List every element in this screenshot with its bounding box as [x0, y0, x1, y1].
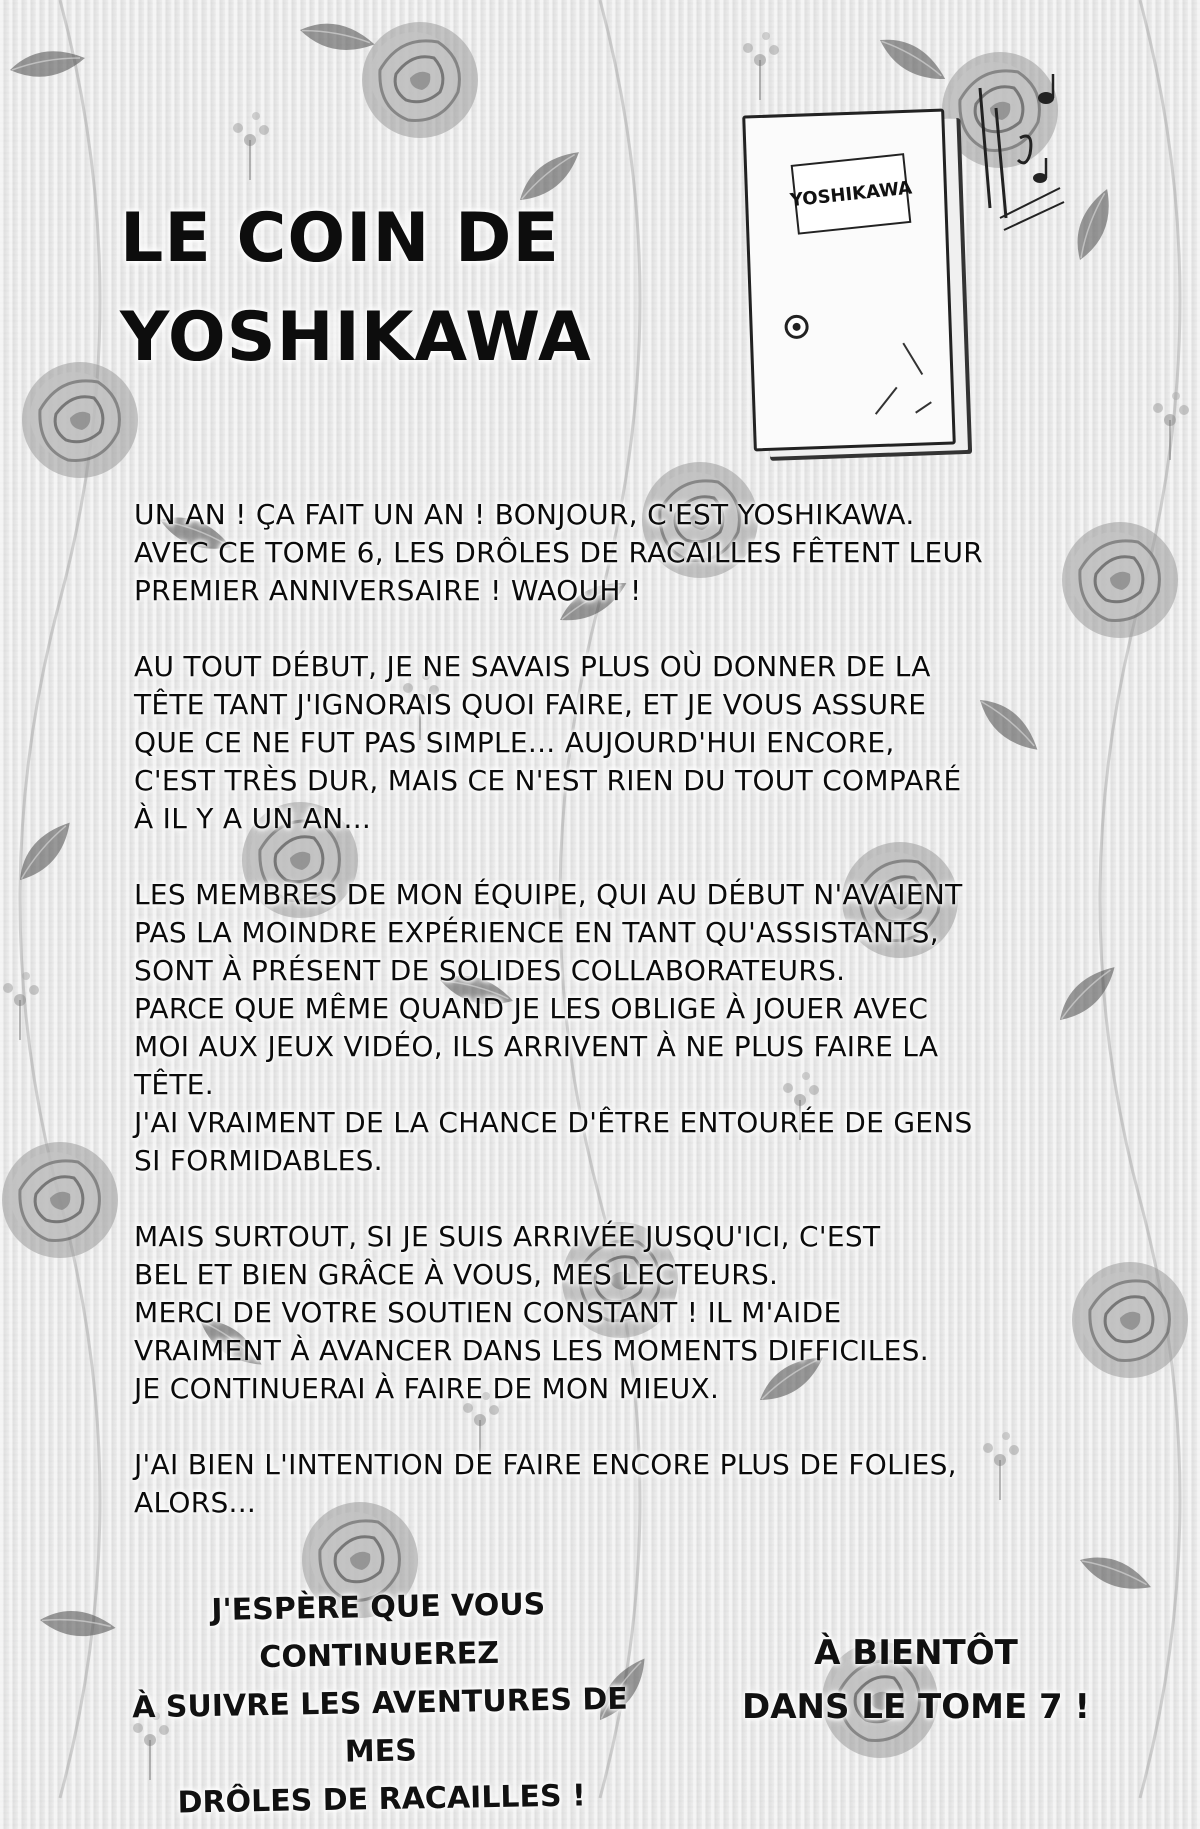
- door-scratch-marks: [745, 112, 952, 449]
- paragraph-2: AU TOUT DÉBUT, JE NE SAVAIS PLUS OÙ DONNER DE LA TÊTE TANT J'IGNORAIS QUOI FAIRE, ET JE VOUS ASSURE QUE CE NE FUT PAS SIMPLE... AUJOURD'HUI ENCORE, C'EST TRÈS DUR, MAIS CE N'EST RIEN DU TOUT COMPARÉ À IL Y A UN AN...: [134, 650, 962, 835]
- music-notes-icon: [960, 68, 1070, 238]
- closing-message-right: À BIENTÔT DANS LE TOME 7 !: [741, 1633, 1091, 1727]
- paragraph-1: UN AN ! ÇA FAIT UN AN ! BONJOUR, C'EST YOSHIKAWA. AVEC CE TOME 6, LES DRÔLES DE RACAILLES FÊTENT LEUR PREMIER ANNIVERSAIRE ! WAOUH !: [134, 498, 984, 607]
- article-body: [134, 496, 1094, 1560]
- paragraph-3: LES MEMBRES DE MON ÉQUIPE, QUI AU DÉBUT N'AVAIENT PAS LA MOINDRE EXPÉRIENCE EN TANT QU'ASSISTANTS, SONT À PRÉSENT DE SOLIDES COLLABORATEURS. PARCE QUE MÊME QUAND JE LES OBLIGE À JOUER AVEC MOI AUX JEUX VIDÉO, ILS ARRIVENT À NE PLUS FAIRE LA TÊTE. J'AI VRAIMENT DE LA CHANCE D'ÊTRE ENTOURÉE DE GENS SI FORMIDABLES.: [134, 878, 973, 1177]
- page-title-line-1: LE COIN DE: [120, 199, 560, 278]
- paragraph-4: MAIS SURTOUT, SI JE SUIS ARRIVÉE JUSQU'ICI, C'EST BEL ET BIEN GRÂCE À VOUS, MES LECTEURS. MERCI DE VOTRE SOUTIEN CONSTANT ! IL M'AIDE VRAIMENT À AVANCER DANS LES MOMENTS DIFFICILES. JE CONTINUERAI À FAIRE DE MON MIEUX.: [134, 1220, 929, 1405]
- page-title-line-2: YOSHIKAWA: [120, 297, 592, 377]
- door-illustration: [742, 109, 956, 452]
- page-title: [120, 190, 680, 387]
- paragraph-5: J'AI BIEN L'INTENTION DE FAIRE ENCORE PLUS DE FOLIES, ALORS...: [134, 1448, 957, 1519]
- closing-message-left: J'ESPÈRE QUE VOUS CONTINUEREZ À SUIVRE LES AVENTURES DE MES DRÔLES DE RACAILLES !: [131, 1587, 629, 1821]
- door-nameplate: YOSHIKAWA: [791, 153, 912, 235]
